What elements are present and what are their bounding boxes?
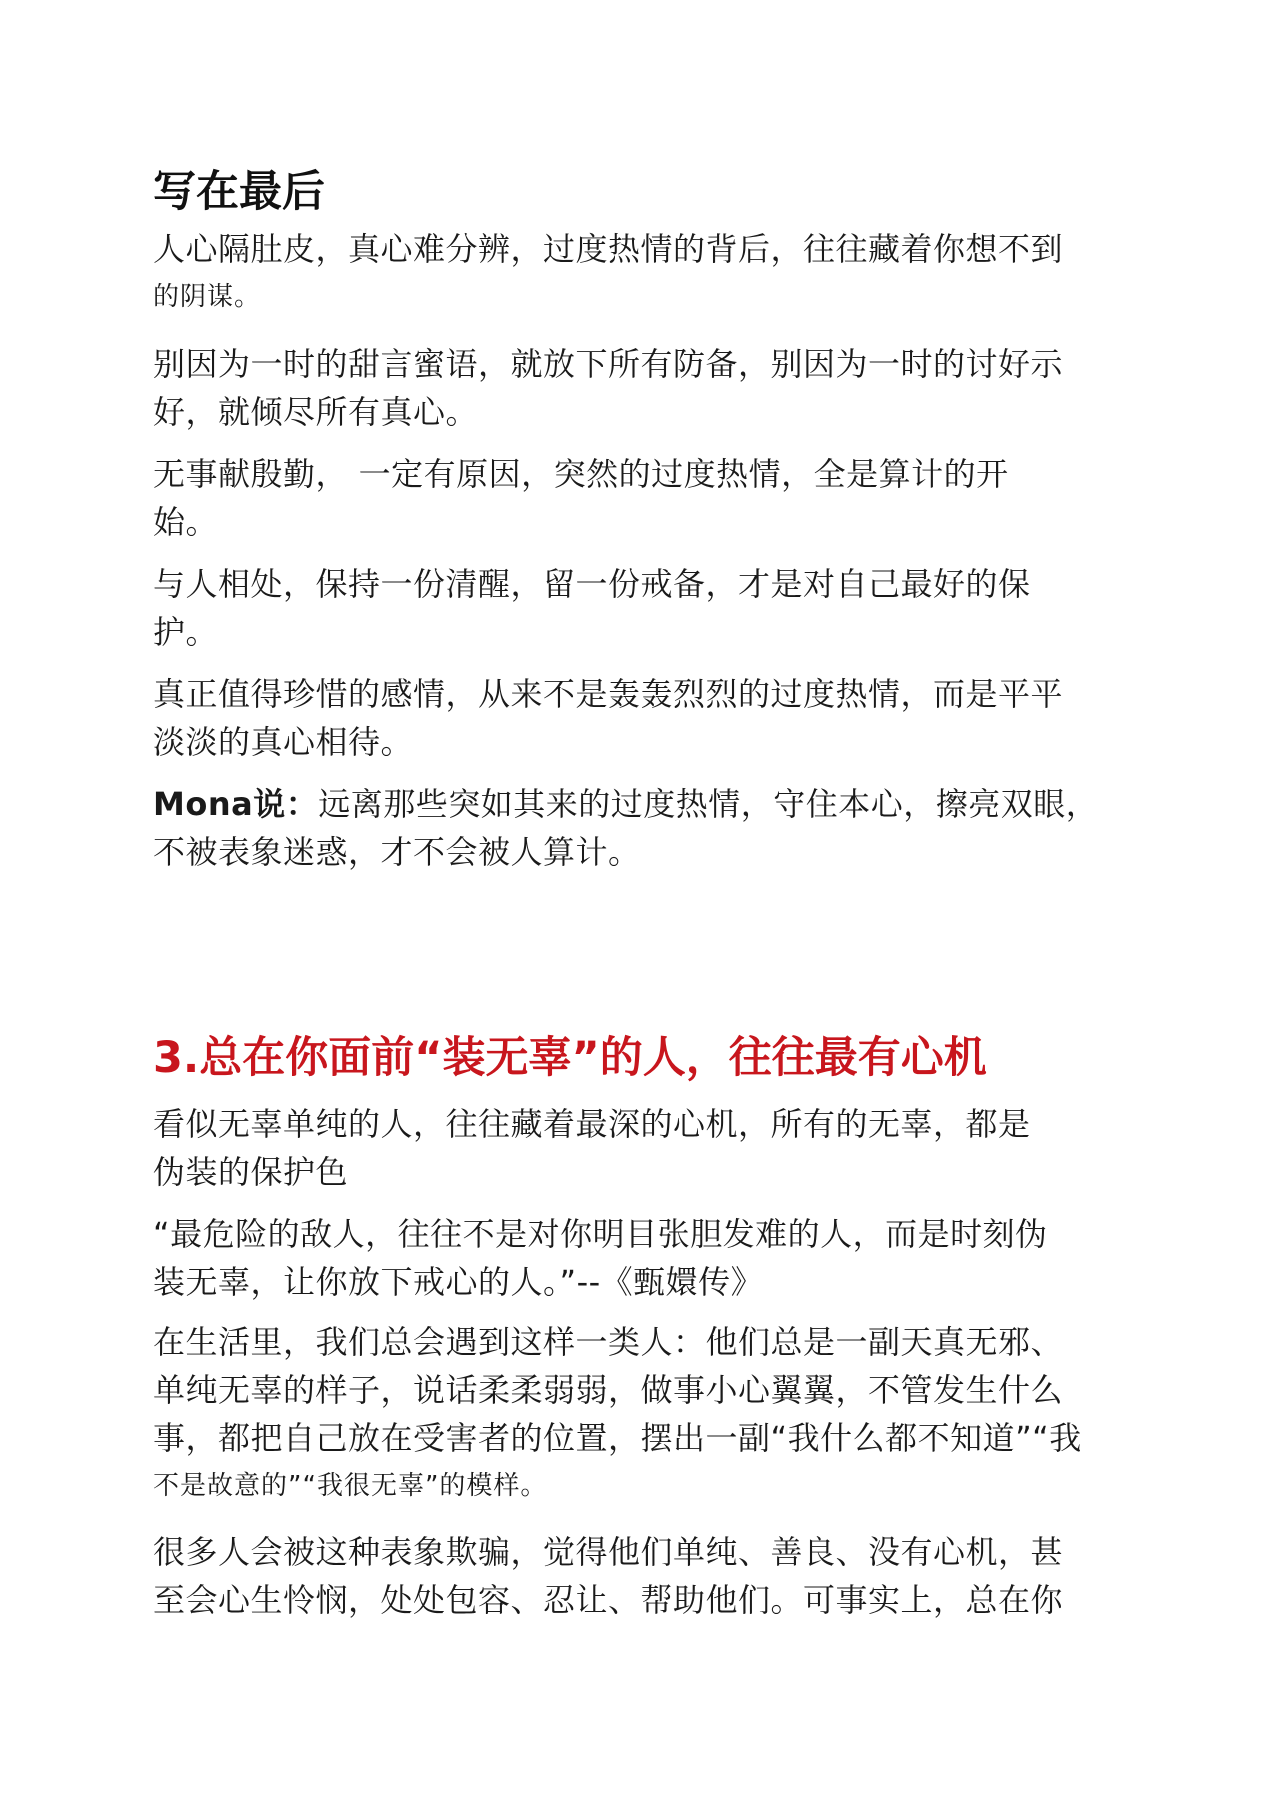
quote-paragraph: [153, 1210, 1123, 1306]
text-line: 好，就倾尽所有真心。: [153, 393, 479, 431]
text-line: 装无辜，让你放下戒心的人。”--《甄嬛传》: [153, 1263, 764, 1301]
paragraph: [153, 450, 1123, 546]
text-line: 伪装的保护色: [153, 1153, 349, 1191]
paragraph: [153, 560, 1123, 656]
text-line: 事，都把自己放在受害者的位置，摆出一副“我什么都不知道”“我: [153, 1419, 1082, 1457]
mona-text: 远离那些突如其来的过度热情，守住本心，擦亮双眼，: [318, 785, 1099, 823]
text-line: 无事献殷勤， 一定有原因，突然的过度热情，全是算计的开: [153, 455, 1009, 493]
section-title-closing: 写在最后: [153, 167, 325, 217]
paragraph: [153, 1528, 1123, 1624]
text-line: 不是故意的”“我很无辜”的模样。: [153, 1471, 548, 1501]
mona-summary-paragraph: [153, 780, 1123, 876]
text-line: 别因为一时的甜言蜜语，就放下所有防备，别因为一时的讨好示: [153, 345, 1064, 383]
text-line: [153, 780, 1123, 828]
paragraph: [153, 340, 1123, 436]
section-title-innocent: 3.总在你面前“装无辜”的人，往往最有心机: [153, 1033, 987, 1083]
text-line: 在生活里，我们总会遇到这样一类人：他们总是一副天真无邪、: [153, 1323, 1064, 1361]
text-line: 真正值得珍惜的感情，从来不是轰轰烈烈的过度热情，而是平平: [153, 675, 1064, 713]
text-line: 淡淡的真心相待。: [153, 723, 414, 761]
text-line: 不被表象迷惑，才不会被人算计。: [153, 833, 641, 871]
text-line: “最危险的敌人，往往不是对你明目张胆发难的人，而是时刻伪: [153, 1215, 1048, 1253]
text-line: 单纯无辜的样子，说话柔柔弱弱，做事小心翼翼，不管发生什么: [153, 1371, 1064, 1409]
text-line: 护。: [153, 613, 219, 651]
mona-lead-label: Mona说：: [153, 785, 319, 823]
paragraph: [153, 1318, 1123, 1510]
paragraph: [153, 670, 1123, 766]
text-line: 人心隔肚皮，真心难分辨，过度热情的背后，往往藏着你想不到: [153, 230, 1064, 268]
text-line: 的阴谋。: [153, 282, 262, 312]
text-line: 始。: [153, 503, 219, 541]
text-line: 看似无辜单纯的人，往往藏着最深的心机，所有的无辜，都是: [153, 1105, 1031, 1143]
text-line: 与人相处，保持一份清醒，留一份戒备，才是对自己最好的保: [153, 565, 1031, 603]
paragraph: [153, 1100, 1123, 1196]
paragraph: [153, 225, 1123, 321]
text-line: 很多人会被这种表象欺骗，觉得他们单纯、善良、没有心机，甚: [153, 1533, 1064, 1571]
text-line: 至会心生怜悯，处处包容、忍让、帮助他们。可事实上，总在你: [153, 1581, 1064, 1619]
